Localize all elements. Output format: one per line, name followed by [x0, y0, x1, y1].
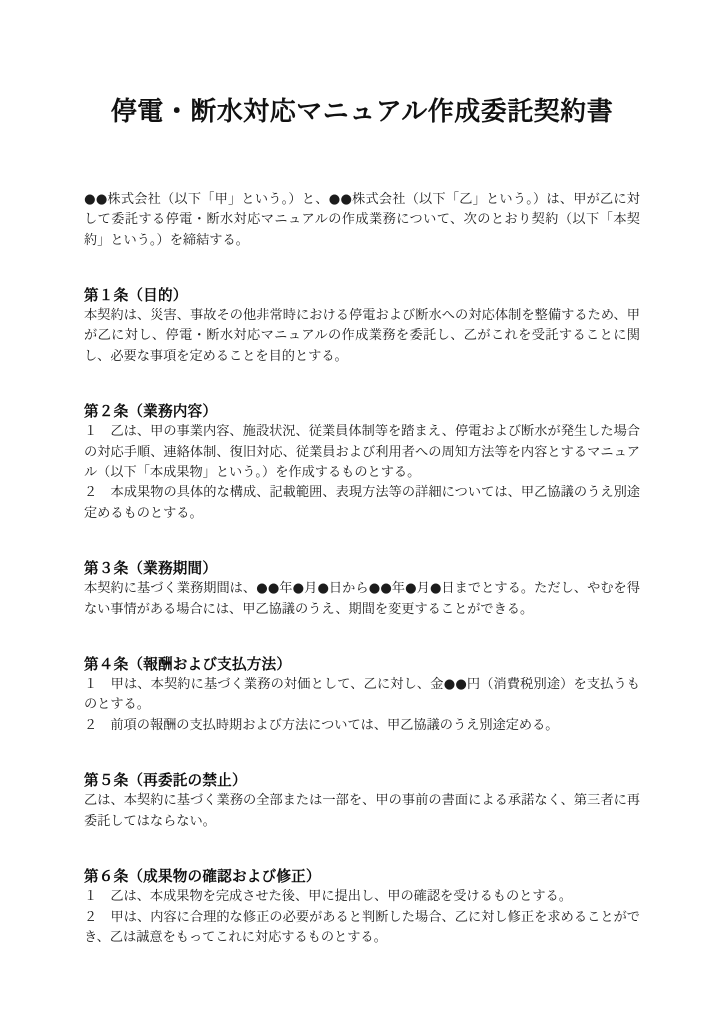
article-clause: １ 乙は、甲の事業内容、施設状況、従業員体制等を踏まえ、停電および断水が発生した場合の対応手順、連絡体制、復旧対応、従業員および利用者への周知方法等を内容とするマニュアル（以下「本成果物」という。）を作成するものとする。 [84, 424, 640, 481]
article-heading: 第６条（成果物の確認および修正） [84, 868, 321, 886]
article-body: 本契約に基づく業務期間は、●●年●月●日から●●年●月●日までとする。ただし、やむを得ない事情がある場合には、甲乙協議のうえ、期間を変更することができる。 [84, 581, 640, 617]
article-heading: 第１条（目的） [84, 287, 188, 305]
article-body: 本契約は、災害、事故その他非常時における停電および断水への対応体制を整備するため、甲が乙に対し、停電・断水対応マニュアルの作成業務を委託し、乙がこれを受託することに関し、必要な事項を定めることを目的とする。 [84, 308, 640, 364]
article-heading: 第３条（業務期間） [84, 560, 218, 578]
document-content [84, 0, 640, 948]
article-clause: ２ 本成果物の具体的な構成、記載範囲、表現方法等の詳細については、甲乙協議のうえ別途定めるものとする。 [84, 485, 640, 521]
article-section-2 [84, 367, 640, 524]
article-heading: 第５条（再委託の禁止） [84, 772, 247, 790]
article-section-5 [84, 736, 640, 832]
article-heading: 第２条（業務内容） [84, 403, 218, 421]
page-title: 停電・断水対応マニュアル作成委託契約書 [110, 97, 614, 127]
article-body: 乙は、本契約に基づく業務の全部または一部を、甲の事前の書面による承諾なく、第三者に再委託してはならない。 [84, 793, 640, 829]
article-heading: 第４条（報酬および支払方法） [84, 656, 292, 674]
preamble-paragraph: ●●株式会社（以下「甲」という。）と、●●株式会社（以下「乙」という。）は、甲が乙に対して委託する停電・断水対応マニュアルの作成業務について、次のとおり契約（以下「本契約」という。）を締結する。 [84, 191, 640, 248]
article-section-3 [84, 524, 640, 620]
article-clause: ２ 甲は、内容に合理的な修正の必要があると判断した場合、乙に対し修正を求めることができ、乙は誠意をもってこれに対応するものとする。 [84, 909, 640, 945]
article-section-1 [84, 251, 640, 367]
article-clause: １ 乙は、本成果物を完成させた後、甲に提出し、甲の確認を受けるものとする。 [84, 889, 572, 905]
article-section-6 [84, 832, 640, 948]
article-clause: １ 甲は、本契約に基づく業務の対価として、乙に対し、金●●円（消費税別途）を支払うものとする。 [84, 677, 640, 713]
article-section-4 [84, 620, 640, 736]
article-clause: ２ 前項の報酬の支払時期および方法については、甲乙協議のうえ別途定める。 [84, 717, 559, 733]
